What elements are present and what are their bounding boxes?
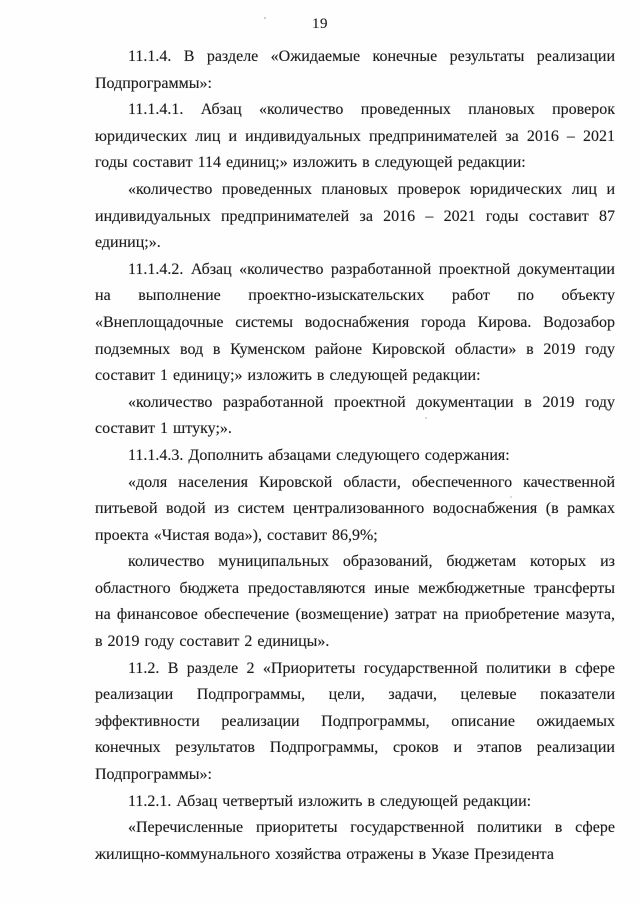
paragraph: «Перечисленные приоритеты государственной политики в сфере жилищно-коммунального хозяйства отражены в Указе Президента [95,819,615,863]
scan-speck [425,417,427,419]
paragraph: «количество проведенных плановых проверок юридических лиц и индивидуальных предпринимателей за 2016 – 2021 годы составит 87 единиц;». [95,180,615,252]
paragraph: количество муниципальных образований, бюджетам которых из областного бюджета предоставляются иные межбюджетные трансферты на финансовое обеспечение (возмещение) затрат на приобретение мазута, в 2019 году составит 2 единицы». [95,553,615,651]
paragraph: «доля населения Кировской области, обеспеченного качественной питьевой водой из систем централизованного водоснабжения (в рамках проекта «Чистая вода»), составит 86,9%; [95,473,615,544]
scan-speck [405,858,408,860]
paragraph: 11.1.4.3. Дополнить абзацами следующего содержания: [128,446,510,464]
scan-speck [264,17,266,19]
paragraph: 11.2.1. Абзац четвертый изложить в следующей редакции: [128,792,532,810]
document-body [95,44,615,868]
paragraph: 11.1.4.1. Абзац «количество проведенных плановых проверок юридических лиц и индивидуальных предпринимателей за 2016 – 2021 годы составит 114 единиц;» изложить в следующей редакции: [95,101,615,172]
page-number: 19 [312,16,328,32]
paragraph: 11.1.4. В разделе «Ожидаемые конечные результаты реализации Подпрограммы»: [95,48,615,92]
paragraph: 11.1.4.2. Абзац «количество разработанной проектной документации на выполнение проектно-изыскательских работ по объекту «Внеплощадочные системы водоснабжения города Кирова. Водозабор подземных вод в Куменском районе Кировской области» в 2019 году составит 1 единицу;» изложить в следующей редакции: [95,260,615,385]
paragraph: «количество разработанной проектной документации в 2019 году составит 1 штуку;». [95,393,615,438]
paragraph: 11.2. В разделе 2 «Приоритеты государственной политики в сфере реализации Подпрограммы, цели, задачи, целевые показатели эффективности реализации Подпрограммы, описание ожидаемых конечных результатов Подпрограммы, сроков и этапов реализации Подпрограммы»: [95,659,615,784]
scan-speck [172,194,174,196]
scan-speck [510,496,512,498]
